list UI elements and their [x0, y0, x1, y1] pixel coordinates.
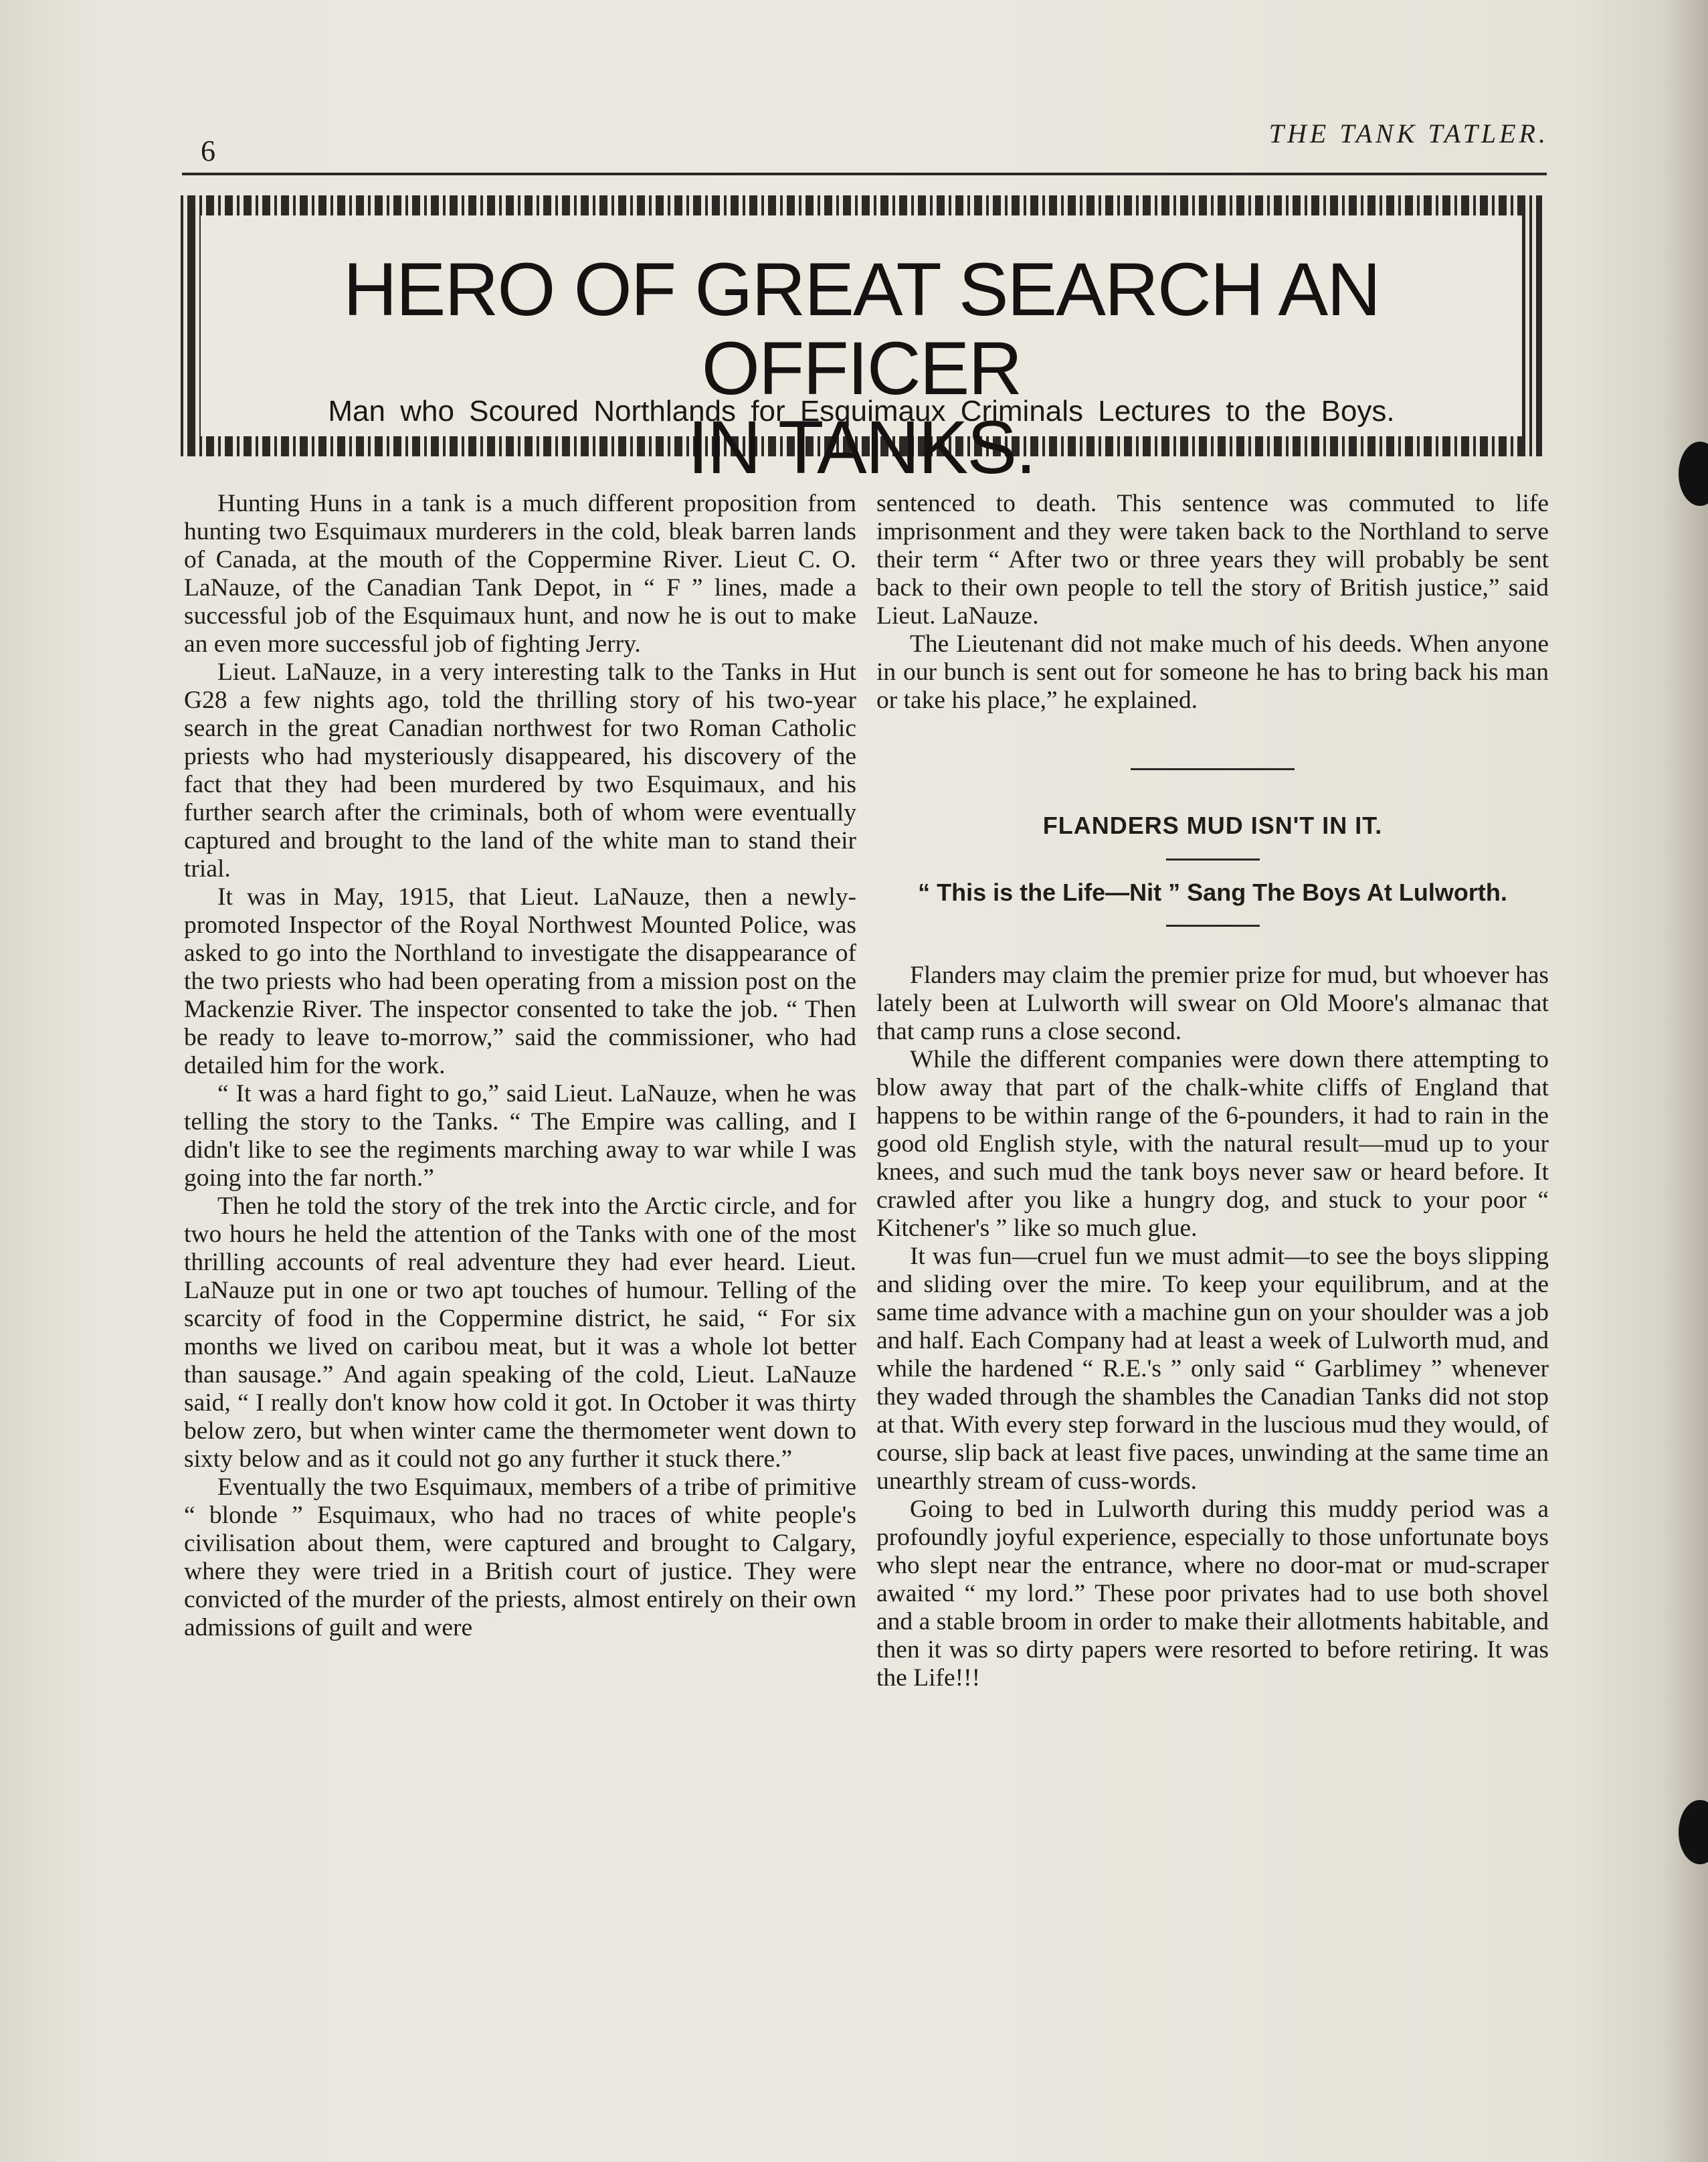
subheadline-rule: [1166, 925, 1260, 927]
headline-line-1: HERO OF GREAT SEARCH AN OFFICER: [343, 248, 1380, 410]
page-number: 6: [201, 134, 215, 167]
headline-deck: Man who Scoured Northlands for Esquimaux Criminals Lectures to the Boys.: [328, 395, 1395, 428]
headline-box: [181, 195, 1542, 489]
section-divider: [1131, 768, 1295, 770]
headline-line-2: IN TANKS.: [687, 406, 1036, 489]
article-paragraph: The Lieutenant did not make much of his deeds. When anyone in our bunch is sent out for someone he has to bring back his man or take his place,” he explained.: [876, 630, 1549, 714]
article-paragraph: Flanders may claim the premier prize for mud, but whoever has lately been at Lulworth will swear on Old Moore's almanac that that camp runs a close second.: [876, 962, 1549, 1045]
second-article-subheadline: “ This is the Life—Nit ” Sang The Boys At Lulworth.: [918, 879, 1507, 906]
right-column: [876, 490, 1549, 1692]
headline: [201, 250, 1522, 487]
headline-rule: [1166, 859, 1260, 861]
article-paragraph: Hunting Huns in a tank is a much different proposition from hunting two Esquimaux murderers in the cold, bleak barren lands of Canada, at the mouth of the Coppermine River. Lieut C. O. LaNauze, of the Canadian Tank Depot, in “ F ” lines, made a successful job of the Esquimaux hunt, and now he is out to make an even more successful job of fighting Jerry.: [184, 490, 856, 658]
article-paragraph: It was in May, 1915, that Lieut. LaNauze, then a newly-promoted Inspector of the Royal Northwest Mounted Police, was asked to go into the Northland to investigate the disappearance of the two priests who had been operating from a mission post on the Mackenzie River. The inspector consented to take the job. “ Then be ready to leave to-morrow,” said the commissioner, who had detailed him for the work.: [184, 883, 856, 1079]
article-paragraph: Eventually the two Esquimaux, members of a tribe of primitive “ blonde ” Esquimaux, who had no traces of white people's civilisation about them, were captured and brought to Calgary, where they were tried in a British court of justice. They were convicted of the murder of the priests, almost entirely on their own admissions of guilt and were: [184, 1473, 856, 1641]
article-paragraph: “ It was a hard fight to go,” said Lieut. LaNauze, when he was telling the story to the Tanks. “ The Empire was calling, and I didn't like to see the regiments marching away to war while I was going into the far north.”: [184, 1080, 856, 1192]
article-paragraph: Going to bed in Lulworth during this muddy period was a profoundly joyful experience, especially to those unfortunate boys who slept near the entrance, where no door-mat or mud-scraper awaited “ my lord.” These poor privates had to use both shovel and a stable broom in order to make their allotments habitable, and then it was so dirty papers were resorted to before retiring. It was the Life!!!: [876, 1496, 1549, 1692]
article-paragraph: Then he told the story of the trek into the Arctic circle, and for two hours he held the attention of the Tanks with one of the most thrilling accounts of real adventure they had ever heard. Lieut. LaNauze put in one or two apt touches of humour. Telling of the scarcity of food in the Coppermine district, he said, “ For six months we lived on caribou meat, but it was a whole lot better than sausage.” And again speaking of the cold, Lieut. LaNauze said, “ I really don't know how cold it got. In October it was thirty below zero, but when winter came the thermometer went down to sixty below and as it could not go any further it stuck there.”: [184, 1192, 856, 1473]
article-paragraph: sentenced to death. This sentence was commuted to life imprisonment and they were taken back to the Northland to serve their term “ After two or three years they will probably be sent back to their own people to tell the story of British justice,” said Lieut. LaNauze.: [876, 490, 1549, 630]
running-head: THE TANK TATLER.: [1268, 118, 1549, 149]
header-rule: [182, 173, 1547, 175]
article-paragraph: Lieut. LaNauze, in a very interesting talk to the Tanks in Hut G28 a few nights ago, told the thrilling story of his two-year search in the great Canadian northwest for two Roman Catholic priests who had mysteriously disappeared, his discovery of the fact that they had been murdered by two Esquimaux, and his further search after the criminals, both of whom were eventually captured and brought to the land of the white man to stand their trial.: [184, 658, 856, 883]
second-article-headline: FLANDERS MUD ISN'T IN IT.: [1042, 812, 1383, 839]
article-paragraph: It was fun—cruel fun we must admit—to see the boys slipping and sliding over the mire. To keep your equilibrum, and at the same time advance with a machine gun on your shoulder was a job and half. Each Company had at least a week of Lulworth mud, and while the hardened “ R.E.'s ” only said “ Garblimey ” whenever they waded through the shambles the Canadian Tanks did not stop at that. With every step forward in the luscious mud they would, of course, slip back at least five paces, unwinding at the same time an unearthly stream of cuss-words.: [876, 1243, 1549, 1495]
left-column: [184, 490, 856, 1642]
article-paragraph: While the different companies were down there attempting to blow away that part of the chalk-white cliffs of England that happens to be within range of the 6-pounders, it had to rain in the good old English style, with the natural result—mud up to your knees, and such mud the tank boys never saw or heard before. It crawled after you like a hungry dog, and stuck to your poor “ Kitchener's ” like so much glue.: [876, 1046, 1549, 1242]
